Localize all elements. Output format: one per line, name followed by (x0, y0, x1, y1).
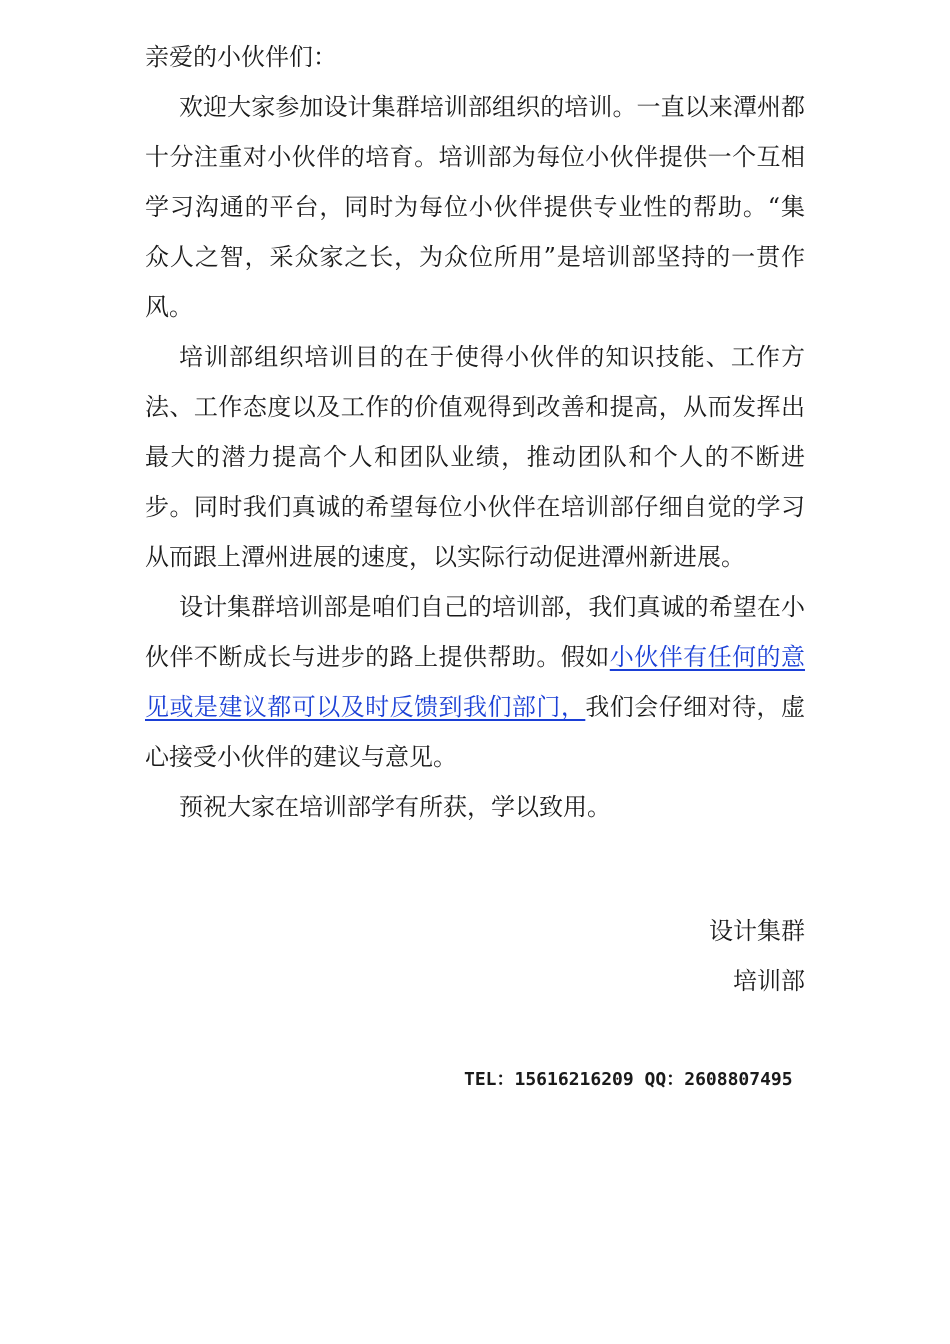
feedback-link[interactable]: 小伙伴有任何的意见或是建议都可以及时反馈到我们部门， (145, 643, 806, 721)
letter-body (145, 32, 805, 832)
paragraph-welcome: 欢迎大家参加设计集群培训部组织的培训。一直以来潭州都十分注重对小伙伴的培育。培训部为每位小伙伴提供一个互相学习沟通的平台，同时为每位小伙伴提供专业性的帮助。“集众人之智，采众家之长，为众位所用”是培训部坚持的一贯作风。 (145, 93, 805, 321)
signature-group-name: 设计集群 (709, 917, 805, 945)
paragraph-feedback (145, 582, 805, 782)
greeting: 亲爱的小伙伴们： (145, 43, 337, 71)
signature-department: 培训部 (733, 967, 805, 995)
paragraph-training-purpose: 培训部组织培训目的在于使得小伙伴的知识技能、工作方法、工作态度以及工作的价值观得到改善和提高，从而发挥出最大的潜力提高个人和团队业绩，推动团队和个人的不断进步。同时我们真诚的希望每位小伙伴在培训部仔细自觉的学习从而跟上潭州进展的速度，以实际行动促进潭州新进展。 (145, 343, 805, 571)
feedback-text-before: 设计集群培训部是咱们自己的培训部，我们真诚的希望在小伙伴不断成长与进步的路上提供帮助。假如 (145, 593, 805, 671)
contact-info: TEL：15616216209 QQ：2608807495 (464, 1069, 793, 1090)
paragraph-closing-wish: 预祝大家在培训部学有所获，学以致用。 (179, 793, 611, 821)
feedback-text-after: 我们会仔细对待，虚心接受小伙伴的建议与意见。 (145, 693, 806, 771)
signature-block (709, 906, 805, 1006)
